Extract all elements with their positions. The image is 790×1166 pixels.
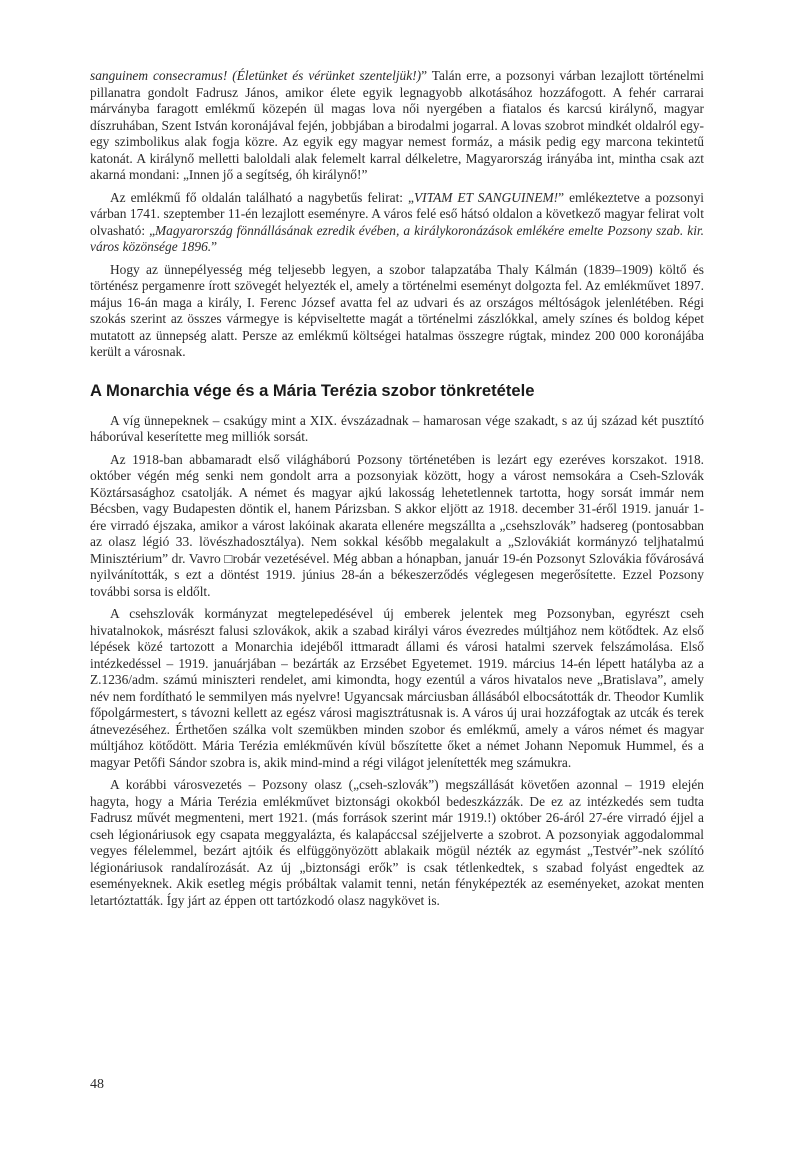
latin-quote: sanguinem consecramus! (Életünket és vérünket szenteljük!) <box>90 68 422 83</box>
paragraph-1-text: ” Talán erre, a pozsonyi várban lezajlott történelmi pillanatra gondolt Fadrusz János, amikor élete egyik legnagyobb alkotásához hozzáfogott. A fehér carrarai márványba faragott emlékmű közepén ül magas lova női nyergében a fiatalos és karcsú királynő, magyar díszruhában, Szent István koronájával fején, jobbjában a birodalmi jogarral. A lovas szobrot mindkét oldalról egy-egy szimbolikus alak fogja közre. Az egyik egy magyar nemest formáz, a másik pedig egy marcona tekintetű katonát. A királynő melletti baloldali alak felemelt karral délkeletre, Magyarország irányába int, mintha csak azt akarná mondani: „Innen jő a segítség, óh királynő!” <box>90 68 704 182</box>
text-column <box>90 68 704 915</box>
paragraph-2 <box>90 190 704 256</box>
section-heading: A Monarchia vége és a Mária Terézia szobor tönkretétele <box>90 380 535 400</box>
inscription-back: Magyarország fönnállásának ezredik évében, a királykoronázások emlékére emelte Pozsony szab. kir. város közönsége 1896. <box>90 222 704 254</box>
paragraph-6: A csehszlovák kormányzat megtelepedésével új emberek jelentek meg Pozsonyban, egyrészt cseh hivatalnokok, másrészt falusi szlovákok, akik a szabad királyi város évezredes múltjához nem kötődtek. Az első lépések közé tartozott a Monarchia idejéből ittmaradt állami és városi hatalmi szervek felszámolása. Első intézkedéssel – 1919. januárjában – bezárták az Erzsébet Egyetemet. 1919. március 14-én lépett hatályba az a Z.1236/adm. számú miniszteri rendelet, ami kimondta, hogy ezentúl a város hivatalos neve „Bratislava”, amely név nem fordítható le semmilyen más nyelvre! Ugyancsak márciusban állásából elbocsátották dr. Theodor Kumlik főpolgármestert, s távozni kellett az egész városi magisztrátusnak is. A város új urai hozzáfogtak az utcák és terek átnevezéséhez. Érthetően szálka volt szemükben minden szobor és emlékmű, amely a város német és magyar múltjához kötődött. Mária Terézia emlékművén kívül bőszítette őket a német Johann Nepomuk Hummel, és a magyar Petőfi Sándor szobra is, akik mind-mind a régi világot jelenítették meg számukra. <box>90 606 704 770</box>
paragraph-5: Az 1918-ban abbamaradt első világháború Pozsony történetében is lezárt egy ezeréves korszakot. 1918. október végén még senki nem gondolt arra a pozsonyiak között, hogy a várost nemsokára a Cseh-Szlovák Köztársasághoz csatolják. A német és magyar ajkú lakosság lehetetlennek tartotta, hogy sorsát immár nem Bécsben, vagy Budapesten döntik el, hanem Párizsban. S akkor eljött az 1918. december 31-éről 1919. január 1-ére virradó éjszaka, amikor a várost lakóinak akarata ellenére megszállta a „csehszlovák” hadsereg (pontosabban az olasz légió 33. lövészhadosztálya). Nem sokkal később megalakult a „Szlovákiát kormányzó teljhatalmú Minisztérium” dr. Vavro □robár vezetésével. Még abban a hónapban, január 19-én Pozsonyt Szlovákia fővárosává nyilvánították, s ezt a döntést 1919. június 28-án a békeszerződés véglegesen megerősítette. Ezzel Pozsony további sorsa is eldőlt. <box>90 451 704 599</box>
paragraph-2-text-a: Az emlékmű fő oldalán található a nagybetűs felirat: „ <box>110 189 414 205</box>
section-spacer <box>90 367 704 381</box>
paragraph-2-text-c: ” emlékeztetve a pozsonyi várban 1741. szeptember 11-én lezajlott eseményre. A város felé eső hátsó oldalon a következő magyar felirat volt olvasható: „ <box>90 189 704 238</box>
paragraph-4: A víg ünnepeknek – csakúgy mint a XIX. évszázadnak – hamarosan vége szakadt, s az új század két pusztító háborúval keserítette meg milliók sorsát. <box>90 412 704 444</box>
inscription-front: VITAM ET SANGUINEM! <box>413 189 559 205</box>
paragraph-7: A korábbi városvezetés – Pozsony olasz („cseh-szlovák”) megszállását követően azonnal – 1919 elején hagyta, hogy a Mária Terézia emlékművet biztonsági okokból bedeszkázzák. De ez az intézkedés sem tudta Fadrusz művét megmenteni, mert 1921. (más források szerint már 1919.!) október 26-áról 27-ére virradó éjjel a cseh légionáriusok egy csapata meggyalázta, és kalapáccsal széjjelverte a szobrot. A pozsonyiak aggodalommal vegyes félelemmel, bezárt ajtóik és elfüggönyözött ablakaik mögül nézték az egymást „Testvér”-nek szólító légionáriusok randalírozását. Az új „biztonsági erők” is csak tétlenkedtek, s szabad folyást engedtek az eseményeknek. Akik esetleg mégis próbáltak valamit tenni, netán fényképezték az eseményeket, azokat menten letartóztatták. Így járt az éppen ott tartózkodó olasz nagykövet is. <box>90 777 704 908</box>
paragraph-3: Hogy az ünnepélyesség még teljesebb legyen, a szobor talapzatába Thaly Kálmán (1839–1909) költő és történész pergamenre írott szövegét helyezték el, amely a történelmi eseményt dolgozta fel. Az emlékművet 1897. május 16-án maga a király, I. Ferenc József avatta fel az udvari és az országos méltóságok jelenlétében. Régi szokás szerint az összes vármegye is képviseltette magát a történelmi zászlókkal, amely színes és boldog képet mutatott az ünnepség alatt. Persze az emlékmű költségei hatalmas összegre rúgtak, mindez 200 000 koronájába került a városnak. <box>90 261 704 359</box>
page-number: 48 <box>90 1077 104 1092</box>
paragraph-2-text-e: ” <box>211 239 218 254</box>
paragraph-1 <box>90 68 704 184</box>
